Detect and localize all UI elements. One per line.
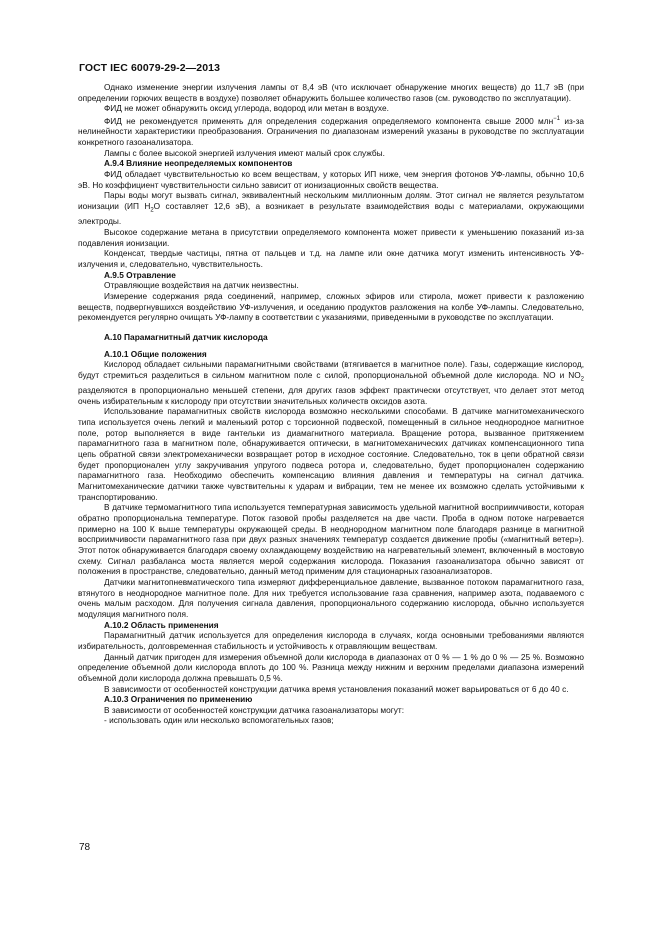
section-heading: А.10.2 Область применения [104, 619, 219, 630]
section-heading: А.10.3 Ограничения по применению [104, 694, 253, 705]
paragraph: В зависимости от особенностей конструкции датчика газоанализаторы могут: [104, 704, 405, 715]
paragraph: Использование парамагнитных свойств кислорода возможно несколькими способами. В датчике магнитомеханического типа используется очень легкий и маленький ротор с торсионной подвеской, помещенный в сильное неоднородное магнитное поле, ротор выполняется в виде гантельки из диамагнитного материала. Вращение ротора, вызванное притяжением парамагнитного газа в магнитном поле, обнаруживается оптически, в магнитомеханических датчиках компенсационного типа цепь обратной связи электромеханически возвращает ротор в исходное состояние. Следовательно, ток в цепи обратной связи будет пропорционален углу закручивания упругого подвеса ротора и, следовательно, будет пропорционален содержанию парамагнитного газа. Необходимо обеспечить компенсацию влияния давления и температуры на сигнал датчика. Магнитомеханические датчики также чувствительны к ударам и вибрации, тем не менее их возможно сделать устойчивыми к транспортированию. [78, 406, 584, 502]
paragraph: Высокое содержание метана в присутствии определяемого компонента может привести к уменьшению показаний из-за подавления ионизации. [78, 226, 584, 248]
paragraph-text: из-за нелинейности характеристики преобразования. Ограничения по диапазонам измерений указаны в руководстве по эксплуатации конкретного газоанализатора. [78, 115, 584, 148]
paragraph [78, 114, 584, 148]
paragraph: В зависимости от особенностей конструкции датчика время установления показаний может варьироваться от 6 до 40 с. [104, 683, 569, 694]
paragraph-text: Кислород обладает сильными парамагнитными свойствами (втягивается в магнитное поле). Газы, содержащие кислород, будут стремиться разделиться в сильном магнитном поле с силой, пропорциональной объемной доле кислорода. NO и NO [78, 359, 584, 380]
paragraph [78, 359, 584, 406]
document-body [78, 82, 584, 726]
paragraph-text: ФИД не рекомендуется применять для определения содержания определяемого компонента свыше 2000 млн [104, 115, 554, 126]
paragraph: В датчике термомагнитного типа используется температурная зависимость удельной магнитной восприимчивости, которая обратно пропорциональна температуре. Поток газовой пробы разделяется на две части. Проба в одном потоке нагревается примерно на 100 К выше температуры окружающей среды. В неоднородном магнитном поле благодаря разнице в магнитной восприимчивости парамагнитного газа при двух разных значениях температур создается движение пробы («магнитный ветер»). Этот поток обнаруживается благодаря своему охлаждающему воздействию на нагревательный элемент, включенный в мостовую схему. Сигнал разбаланса моста является мерой содержания кислорода. Показания газоанализатора обычно зависят от положения в пространстве, следовательно, данный метод применим для стационарных газоанализаторов. [78, 502, 584, 577]
document-header: ГОСТ IEC 60079-29-2—2013 [79, 62, 221, 74]
chapter-heading: А.10 Парамагнитный датчик кислорода [104, 331, 268, 342]
paragraph: Конденсат, твердые частицы, пятна от пальцев и т.д. на лампе или окне датчика могут изменить интенсивность УФ-излучения и, следовательно, чувствительность. [78, 248, 584, 269]
section-heading: А.9.5 Отравление [104, 269, 176, 280]
paragraph: Лампы с более высокой энергией излучения имеют малый срок службы. [104, 147, 385, 158]
page-number: 78 [79, 842, 91, 853]
paragraph-text: Пары воды могут вызвать сигнал, эквивалентный нескольким миллионным долям. Этот сигнал не является результатом ионизации (ИП Н [78, 190, 584, 211]
paragraph: ФИД обладает чувствительностью ко всем веществам, у которых ИП ниже, чем энергия фотонов УФ-лампы, обычно 10,6 эВ. Но коэффициент чувствительности сильно зависит от ионизационных свойств вещества. [78, 169, 584, 190]
paragraph-text: разделяются в пропорционально меньшей степени, для других газов эффект практически отсутствует, что делает этот метод очень избирательным к кислороду при отсутствии значительных количеств оксидов азота. [78, 385, 584, 406]
superscript: −1 [553, 115, 561, 122]
paragraph: Отравляющие воздействия на датчик неизвестны. [104, 280, 299, 291]
paragraph-text: О составляет 12,6 эВ), а возникает в результате взаимодействия воды с материалами, окружающими электроды. [78, 200, 584, 227]
paragraph: Данный датчик пригоден для измерения объемной доли кислорода в диапазонах от 0 % — 1 % до 0 % — 25 %. Возможно определение объемной доли кислорода вплоть до 100 %. Разница между нижним и верхним пределами диапазона измерений объемной доли кислорода должна превышать 0,5 %. [78, 651, 584, 683]
paragraph: Парамагнитный датчик используется для определения кислорода в случаях, когда основными требованиями являются избирательность, долговременная стабильность и устойчивость к отравляющим веществам. [78, 630, 584, 651]
section-heading: А.9.4 Влияние неопределяемых компонентов [104, 158, 293, 169]
paragraph: Однако изменение энергии излучения лампы от 8,4 эВ (что исключает обнаружение многих веществ) до 11,7 эВ (при определении горючих веществ в воздухе) позволяет обнаружить большее количество газов (см. руководство по эксплуатации). [78, 82, 584, 103]
paragraph [78, 190, 584, 227]
paragraph: ФИД не может обнаружить оксид углерода, водород или метан в воздухе. [104, 103, 389, 114]
subscript: 2 [580, 376, 584, 383]
section-heading: А.10.1 Общие положения [104, 348, 207, 359]
list-item: - использовать один или несколько вспомогательных газов; [104, 715, 334, 726]
paragraph: Измерение содержания ряда соединений, например, сложных эфиров или стирола, может привести к разложению веществ, подвергнувшихся воздействию УФ-излучения, и оседанию продуктов разложения на колбе УФ-лампы. Следовательно, рекомендуется регулярно очищать УФ-лампу в соответствии с указаниями, приведенными в руководстве по эксплуатации. [78, 290, 584, 323]
subscript: 2 [150, 207, 154, 214]
paragraph: Датчики магнитопневматического типа измеряют дифференциальное давление, вызванное потоком парамагнитного газа, втянутого в неоднородное магнитное поле. Для них требуется использование газа сравнения, например азота, подаваемого с очень малым расходом. Для получения сигнала давления, пропорционального содержанию кислорода, обычно используется модуляция магнитного поля. [78, 576, 584, 619]
